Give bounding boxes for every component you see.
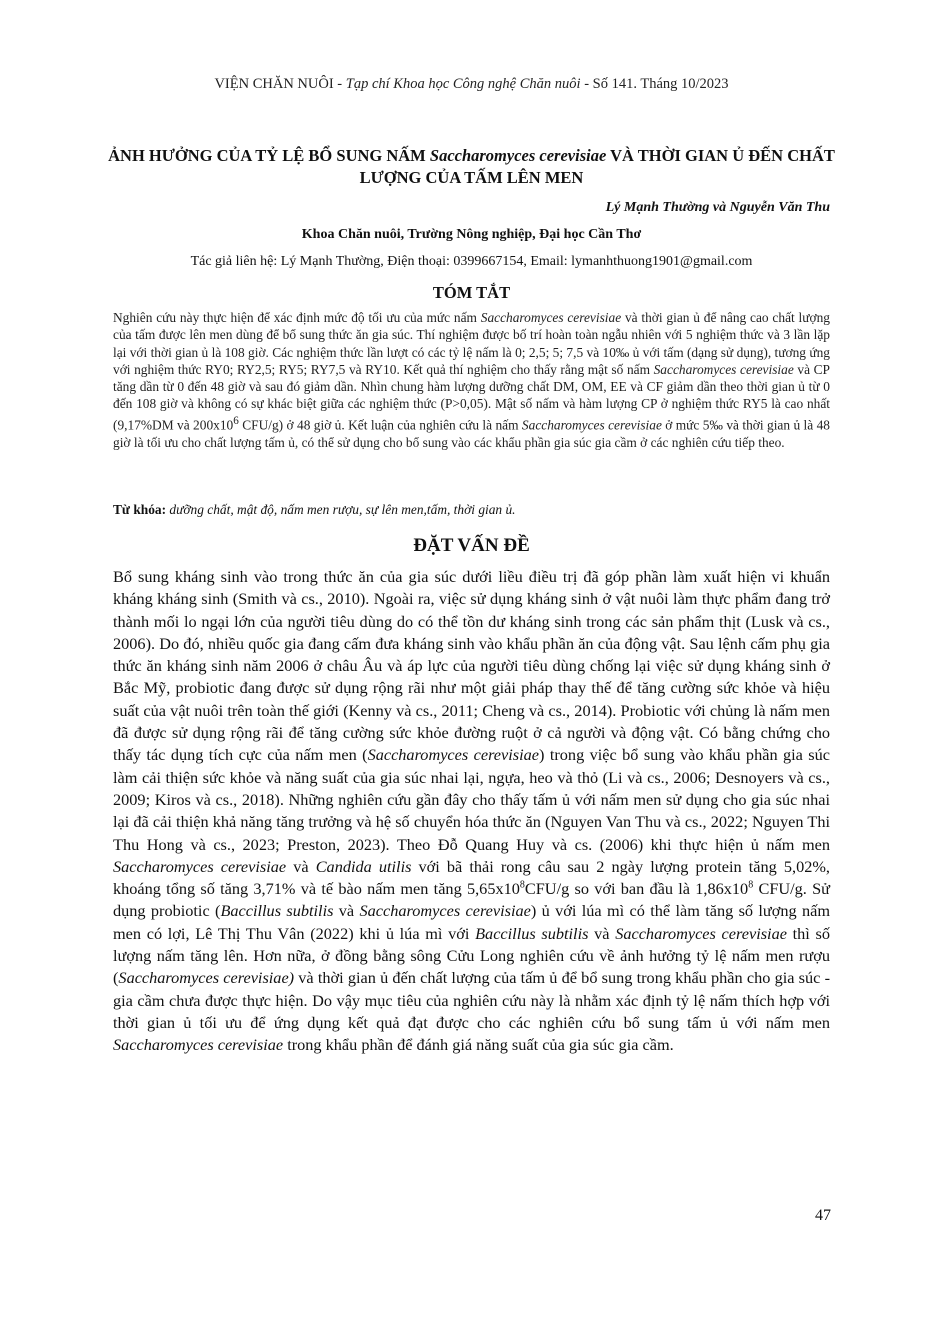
species-name: Saccharomyces cerevisiae [480,310,622,325]
keywords-label: Từ khóa: [113,502,167,517]
exponent: 8 [748,879,754,891]
intro-text: với bã thải rong câu sau 2 ngày lượng protein tăng 5,02%, khoáng tổng số tăng 3,71% và tế bào nấm men tăng 5,65x10 [113,856,830,899]
running-head [0,76,943,93]
title-part-2: VÀ THỜI GIAN Ủ ĐẾN CHẤT LƯỢNG CỦA TẤM LÊN MEN [359,146,835,187]
abstract-paragraph [113,309,830,451]
abstract-text: CFU/g) ở 48 giờ ủ. Kết luận của nghiên cứu là nấm [238,417,522,433]
intro-text: thì số lượng nấm tăng lên. Hơn nữa, ở đồng bằng sông Cửu Long nghiên cứu về ảnh hưởng tỷ lệ nấm men rượu ( [113,923,831,988]
species-name: Saccharomyces cerevisiae) [118,968,295,988]
running-head-journal: Tạp chí Khoa học Công nghệ Chăn nuôi [345,76,581,92]
species-name: Saccharomyces cerevisiae [521,417,662,433]
exponent: 8 [519,879,525,891]
abstract-text: Nghiên cứu này thực hiện để xác định mức độ tối ưu của mức nấm [113,310,481,325]
intro-text: CFU/g. Sử dụng probiotic ( [113,879,830,921]
species-name: Saccharomyces cerevisiae [359,901,531,921]
intro-text: Bổ sung kháng sinh vào trong thức ăn của gia súc dưới liều điều trị đã góp phần làm xuất hiện vi khuẩn kháng kháng sinh (Smith và cs., 2010). Ngoài ra, việc sử dụng kháng sinh ở vật nuôi làm thực phẩm đang trở thành mối lo ngại lớn của người tiêu dùng do có thể tồn dư kháng sinh trong các sản phẩm thịt (Lusk và cs., 2006). Do đó, nhiều quốc gia đang cấm đưa kháng sinh vào khẩu phần ăn của động vật. Sau lệnh cấm phụ gia thức ăn kháng sinh năm 2006 ở châu Âu và áp lực của người tiêu dùng chống lại việc sử dụng kháng sinh ở Bắc Mỹ, probiotic đang được sử dụng rộng rãi như một giải pháp thay thế để tăng cường sức khỏe và hiệu suất của vật nuôi trên toàn thế giới (Kenny và cs., 2011; Cheng và cs., 2014). Probiotic với chủng là nấm men đã được sử dụng rộng rãi để tăng cường sức khỏe đường ruột ở cả người và động vật. Có bằng chứng cho thấy tác dụng tích cực của nấm men ( [113,567,830,765]
intro-text: ) ủ với lúa mì có thể làm tăng số lượng nấm men có lợi, Lê Thị Thu Vân (2022) khi ủ lúa mì với [113,901,831,943]
affiliation: Khoa Chăn nuôi, Trường Nông nghiệp, Đại học Cần Thơ [301,227,642,242]
abstract-text: ở mức 5‰ và thời gian ủ là 48 giờ là tối ưu cho chất lượng tấm ủ, có thể sử dụng cho bổ sung vào các khẩu phần gia súc gia cầm ở các nghiên cứu tiếp theo. [113,417,830,450]
running-head-issue: - Số 141. Tháng 10/2023 [580,76,729,92]
keywords [113,502,830,518]
species-name: Candida utilis [315,856,412,876]
exponent: 6 [233,414,239,427]
intro-text: và [286,856,316,876]
intro-text: trong khẩu phần để đánh giá năng suất của gia súc gia cầm. [283,1035,674,1055]
abstract-text: và thời gian ủ để nâng cao chất lượng của tấm được lên men dùng để bổ sung thức ăn gia súc. Thí nghiệm được bố trí hoàn toàn ngẫu nhiên với 5 nghiệm thức và 3 lần lặp lại với thời gian ủ là 108 giờ. Các nghiệm thức lần lượt có các tỷ lệ nấm là 0; 2,5; 5; 7,5 và 10‰ ủ với tấm (dạng sử dụng), tương ứng với nghiệm thức RY0; RY2,5; RY5; RY7,5 và RY10. Kết quả thí nghiệm cho thấy rằng mật số nấm [113,310,830,377]
abstract-heading: TÓM TẮT [432,283,511,302]
authors: Lý Mạnh Thường và Nguyễn Văn Thu [605,200,830,215]
title-species: Saccharomyces cerevisiae [429,146,607,165]
species-name: Saccharomyces cerevisiae [367,745,540,765]
intro-text: CFU/g so với ban đầu là 1,86x10 [524,879,749,899]
introduction [113,566,830,1057]
species-name: Saccharomyces cerevisiae [113,1035,284,1055]
species-name: Baccillus subtilis [475,923,589,943]
species-name: Saccharomyces cerevisiae [615,923,787,943]
intro-paragraph [113,566,830,1057]
abstract [113,309,830,451]
intro-text: ) trong việc bổ sung vào khẩu phần gia súc làm cải thiện sức khỏe và năng suất của gia súc nhai lại, ngựa, heo và thỏ (Li và cs., 2006; Desnoyers và cs., 2009; Kiros và cs., 2018). Những nghiên cứu gần đây cho thấy tấm ủ với nấm men sử dụng cho gia súc nhai lại đã cải thiện khả năng tăng trưởng và hệ số chuyển hóa thức ăn (Nguyen Van Thu và cs., 2022; Nguyen Thi Thu Hong và cs., 2023; Preston, 2023). Theo Đỗ Quang Huy và cs. (2006) khi thực hiện ủ nấm men [113,745,830,854]
article-title [100,145,843,189]
intro-text: và [588,923,616,943]
running-head-institute: VIỆN CHĂN NUÔI - [214,76,346,92]
title-part-1: ẢNH HƯỞNG CỦA TỶ LỆ BỔ SUNG NẤM [108,146,430,165]
corresponding-author: Tác giả liên hệ: Lý Mạnh Thường, Điện thoại: 0399667154, Email: lymanhthuong1901@gmail.com [190,254,753,269]
introduction-heading: ĐẶT VẤN ĐỀ [413,535,530,556]
intro-text: và thời gian ủ đến chất lượng của tấm ủ để bổ sung trong khẩu phần cho gia súc - gia cầm chưa được thực hiện. Do vậy mục tiêu của nghiên cứu này là nhằm xác định tỷ lệ nấm thích hợp với thời gian ủ tối ưu để ứng dụng kết quả đạt được cho các nghiên cứu bổ sung tấm ủ với nấm men [113,968,830,1032]
species-name: Baccillus subtilis [220,901,334,921]
species-name: Saccharomyces cerevisiae [113,856,287,876]
species-name: Saccharomyces cerevisiae [653,361,794,377]
abstract-text: và CP tăng dần từ 0 đến 48 giờ và sau đó giảm dần. Nhìn chung hàm lượng dưỡng chất DM, OM, EE và CF giảm dần theo thời gian ủ từ 0 đến 108 giờ và không có sự khác biệt giữa các nghiệm thức (P>0,05). Mật số nấm và hàm lượng CP ở nghiệm thức RY5 là cao nhất (9,17%DM và 200x10 [113,361,830,433]
page-number: 47 [815,1207,831,1224]
intro-text: và [333,901,360,921]
keywords-text: dưỡng chất, mật độ, nấm men rượu, sự lên men,tấm, thời gian ủ. [166,502,516,517]
